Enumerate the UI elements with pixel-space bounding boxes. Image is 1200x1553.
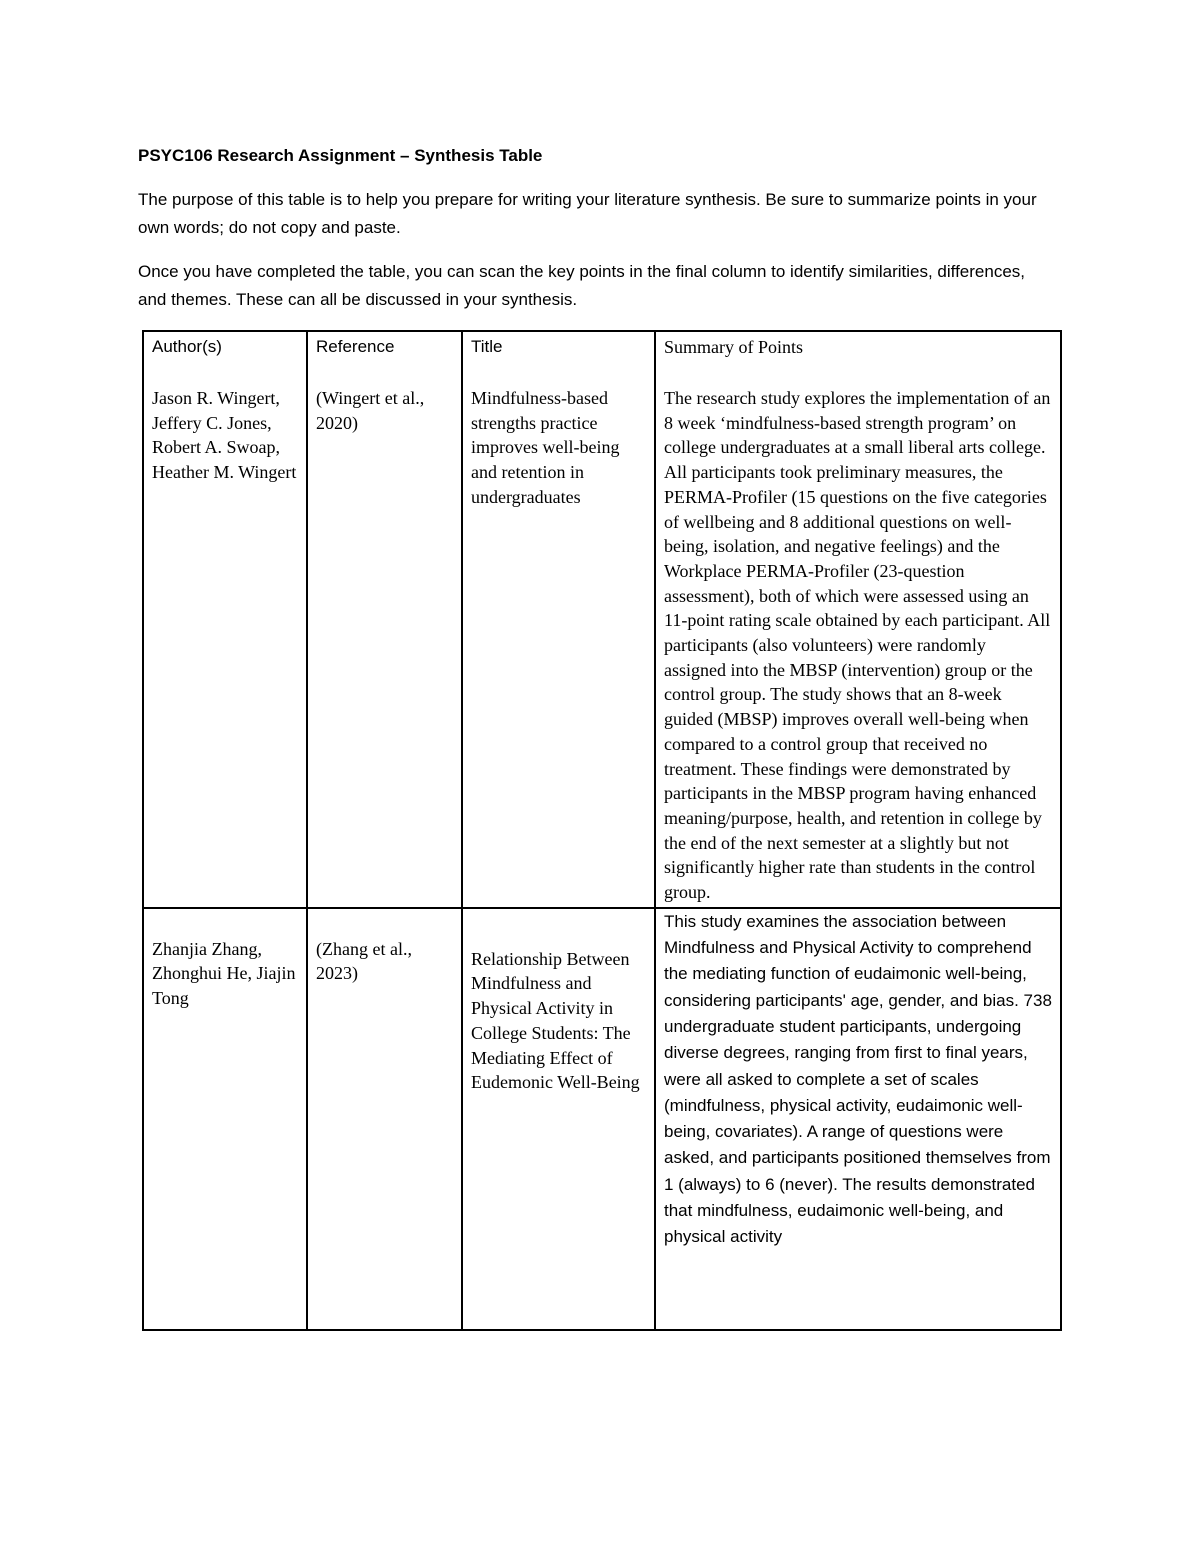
header-authors: Author(s) — [143, 331, 307, 376]
cell-authors: Zhanjia Zhang, Zhonghui He, Jiajin Tong — [143, 908, 307, 1330]
title-text: Relationship Between Mindfulness and Physical Activity in College Students: The Mediating Effect of Eudemonic Well-Being — [471, 948, 640, 1093]
reference-text: (Wingert et al., 2020) — [316, 388, 425, 433]
cell-reference: (Zhang et al., 2023) — [307, 908, 462, 1330]
intro-paragraph-instructions: Once you have completed the table, you can scan the key points in the final column to identify similarities, differences, and themes. These can all be discussed in your synthesis. — [138, 262, 1026, 309]
title-text: Mindfulness-based strengths practice improves well-being and retention in undergraduates — [471, 388, 620, 507]
cell-title — [462, 376, 655, 908]
header-reference: Reference — [307, 331, 462, 376]
authors-text: Jason R. Wingert, Jeffery C. Jones, Robert A. Swoap, Heather M. Wingert — [152, 388, 297, 483]
cell-reference — [307, 376, 462, 908]
header-title: Title — [462, 331, 655, 376]
header-summary: Summary of Points — [655, 331, 1061, 376]
table-header-row — [143, 331, 1061, 376]
cell-summary — [655, 376, 1061, 908]
intro-paragraph-purpose: The purpose of this table is to help you prepare for writing your literature synthesis. Be sure to summarize points in your own words; do not copy and paste. — [138, 190, 1037, 237]
table-row — [143, 376, 1061, 908]
cell-authors — [143, 376, 307, 908]
synthesis-table — [142, 330, 1062, 1331]
cell-summary: This study examines the association between Mindfulness and Physical Activity to comprehend the mediating function of eudaimonic well-being, considering participants' age, gender, and bias. 738 undergraduate student participants, undergoing diverse degrees, ranging from first to final years, were all asked to complete a set of scales (mindfulness, physical activity, eudaimonic well-being, covariates). A range of questions were asked, and participants positioned themselves from 1 (always) to 6 (never). The results demonstrated that mindfulness, eudaimonic well-being, and physical activity — [655, 908, 1061, 1330]
cell-title — [462, 908, 655, 1330]
summary-text: The research study explores the implementation of an 8 week ‘mindfulness-based strength program’ on college undergraduates at a small liberal arts college. All participants took preliminary measures, the PERMA-Profiler (15 questions on the five categories of wellbeing and 8 additional questions on well-being, isolation, and negative feelings) and the Workplace PERMA-Profiler (23-question assessment), both of which were assessed using an 11-point rating scale obtained by each participant. All participants (also volunteers) were randomly assigned into the MBSP (intervention) group or the control group. The study shows that an 8-week guided (MBSP) improves overall well-being when compared to a control group that received no treatment. These findings were demonstrated by participants in the MBSP program having enhanced meaning/purpose, health, and retention in college by the end of the next semester at a slightly but not significantly higher rate than students in the control group. — [664, 388, 1051, 903]
document-title: PSYC106 Research Assignment – Synthesis Table — [138, 146, 543, 165]
table-row — [143, 908, 1061, 1330]
